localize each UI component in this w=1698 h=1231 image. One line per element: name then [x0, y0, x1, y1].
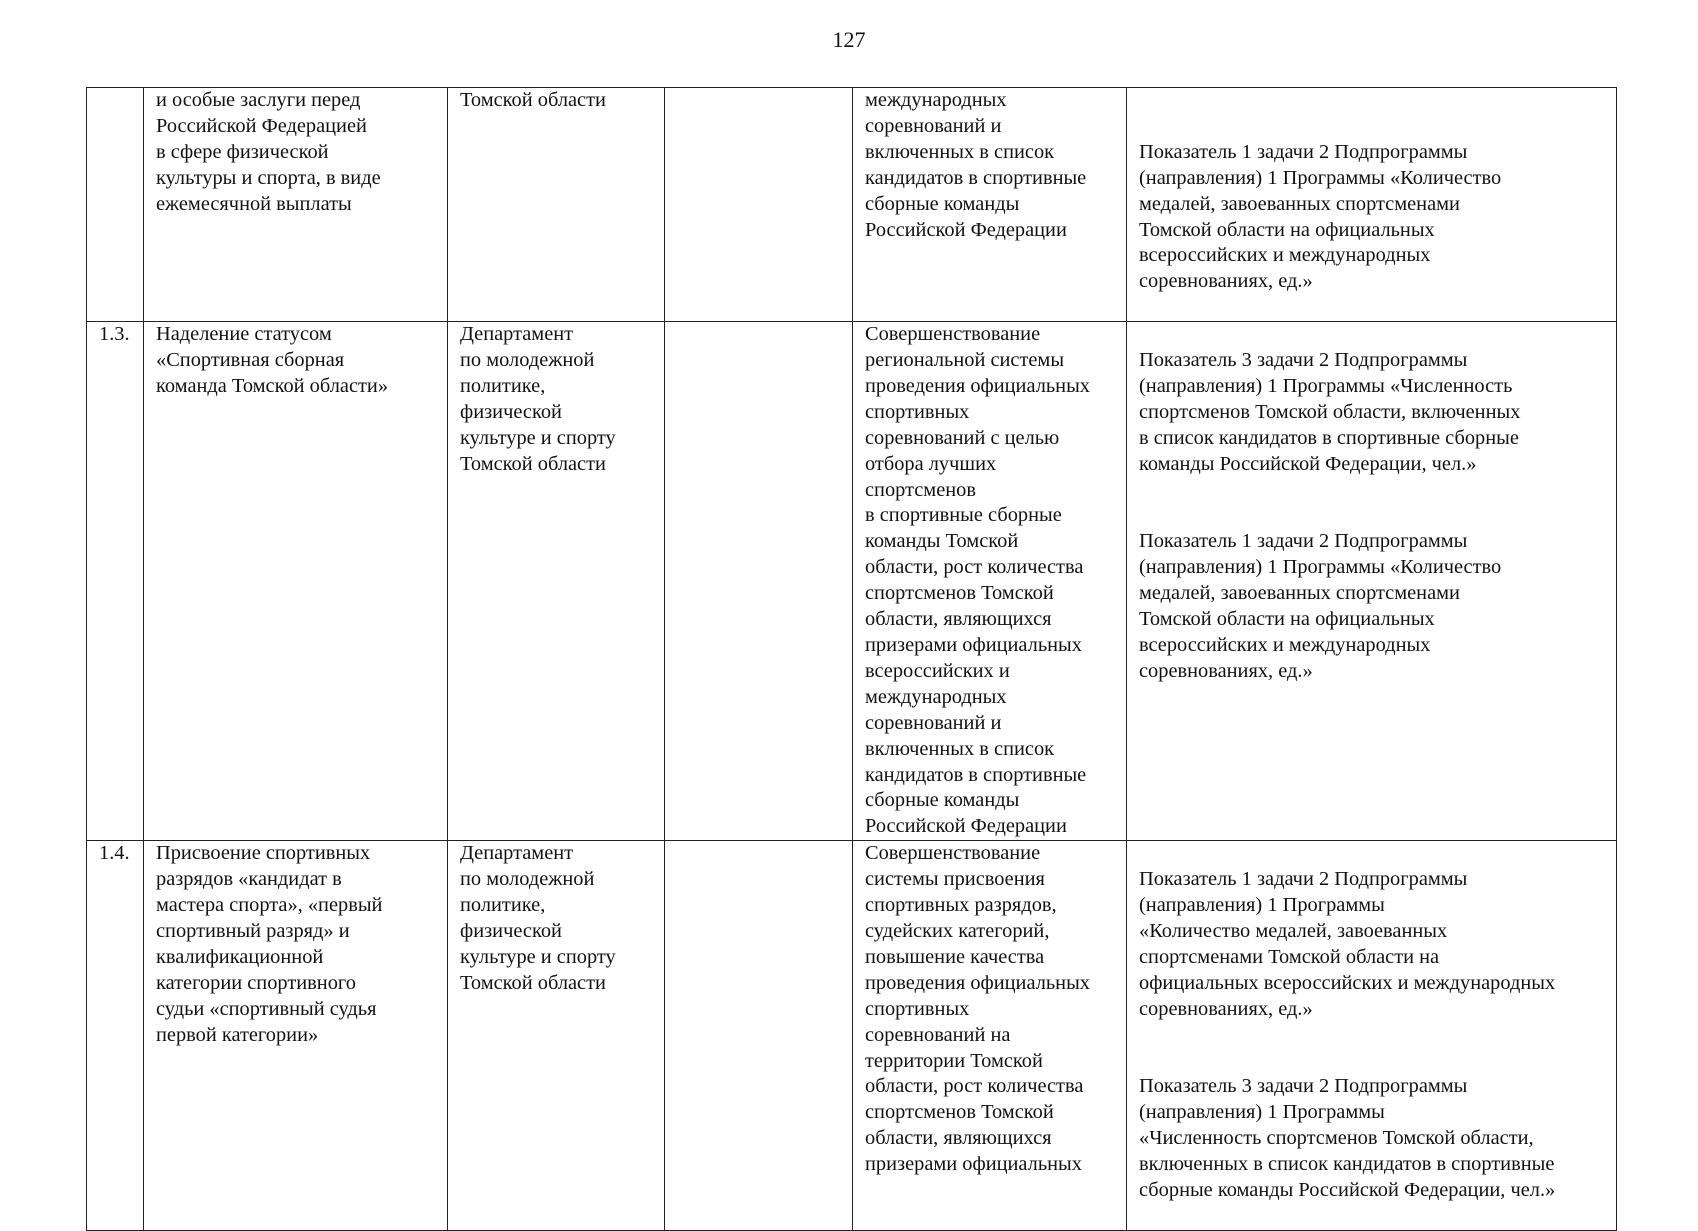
indicator-text: Показатель 1 задачи 2 Подпрограммы (направления) 1 Программы «Количество медалей, завоеванных спортсменами Томской области на официальных всероссийских и международных соревнованиях, ед.» [1139, 140, 1502, 293]
indicator-text: Показатель 3 задачи 2 Подпрограммы (направления) 1 Программы «Численность спортсменов Томской области, включенных в список кандидатов в спортивные сборные команды Российской Федерации, чел.» [1139, 349, 1521, 475]
activity-cell: Присвоение спортивных разрядов «кандидат в мастера спорта», «первый спортивный разряд» и квалификационной категории спортивного судьи «спортивный судья первой категории» [144, 841, 448, 1231]
activity-cell: Наделение статусом «Спортивная сборная команда Томской области» [144, 322, 448, 841]
executor-cell: Департамент по молодежной политике, физической культуре и спорту Томской области [448, 322, 665, 841]
period-cell [665, 88, 853, 322]
row-number-cell: 1.4. [87, 841, 144, 1231]
row-number-cell: 1.3. [87, 322, 144, 841]
activity-cell: и особые заслуги перед Российской Федерацией в сфере физической культуры и спорта, в виде ежемесячной выплаты [144, 88, 448, 322]
indicators-cell [1127, 88, 1617, 322]
result-cell: международных соревнований и включенных в список кандидатов в спортивные сборные команды Российской Федерации [853, 88, 1127, 322]
executor-cell: Томской области [448, 88, 665, 322]
measures-table [86, 87, 1617, 1231]
indicators-cell [1127, 841, 1617, 1231]
indicators-cell [1127, 322, 1617, 841]
result-cell: Совершенствование региональной системы проведения официальных спортивных соревнований с целью отбора лучших спортсменов в спортивные сборные команды Томской области, рост количества спортсменов Томской области, являющихся призерами официальных всероссийских и международных соревнований и включенных в список кандидатов в спортивные сборные команды Российской Федерации [853, 322, 1127, 841]
executor-cell: Департамент по молодежной политике, физической культуре и спорту Томской области [448, 841, 665, 1231]
table-row [87, 841, 1617, 1231]
indicator-text: Показатель 1 задачи 2 Подпрограммы (направления) 1 Программы «Количество медалей, завоеванных спортсменами Томской области на официальных всероссийских и международных соревнованиях, ед.» [1139, 530, 1502, 682]
row-number-cell [87, 88, 144, 322]
indicator-text: Показатель 1 задачи 2 Подпрограммы (направления) 1 Программы «Количество медалей, завоеванных спортсменами Томской области на официальных всероссийских и международных соревнованиях, ед.» [1139, 868, 1556, 1020]
period-cell [665, 841, 853, 1231]
indicator-text: Показатель 3 задачи 2 Подпрограммы (направления) 1 Программы «Численность спортсменов Томской области, включенных в список кандидатов в спортивные сборные команды Российской Федерации, чел.» [1139, 1075, 1556, 1202]
table-row [87, 322, 1617, 841]
table-row [87, 88, 1617, 322]
period-cell [665, 322, 853, 841]
page-number: 127 [832, 27, 866, 52]
result-cell: Совершенствование системы присвоения спортивных разрядов, судейских категорий, повышение качества проведения официальных спортивных соревнований на территории Томской области, рост количества спортсменов Томской области, являющихся призерами официальных [853, 841, 1127, 1231]
